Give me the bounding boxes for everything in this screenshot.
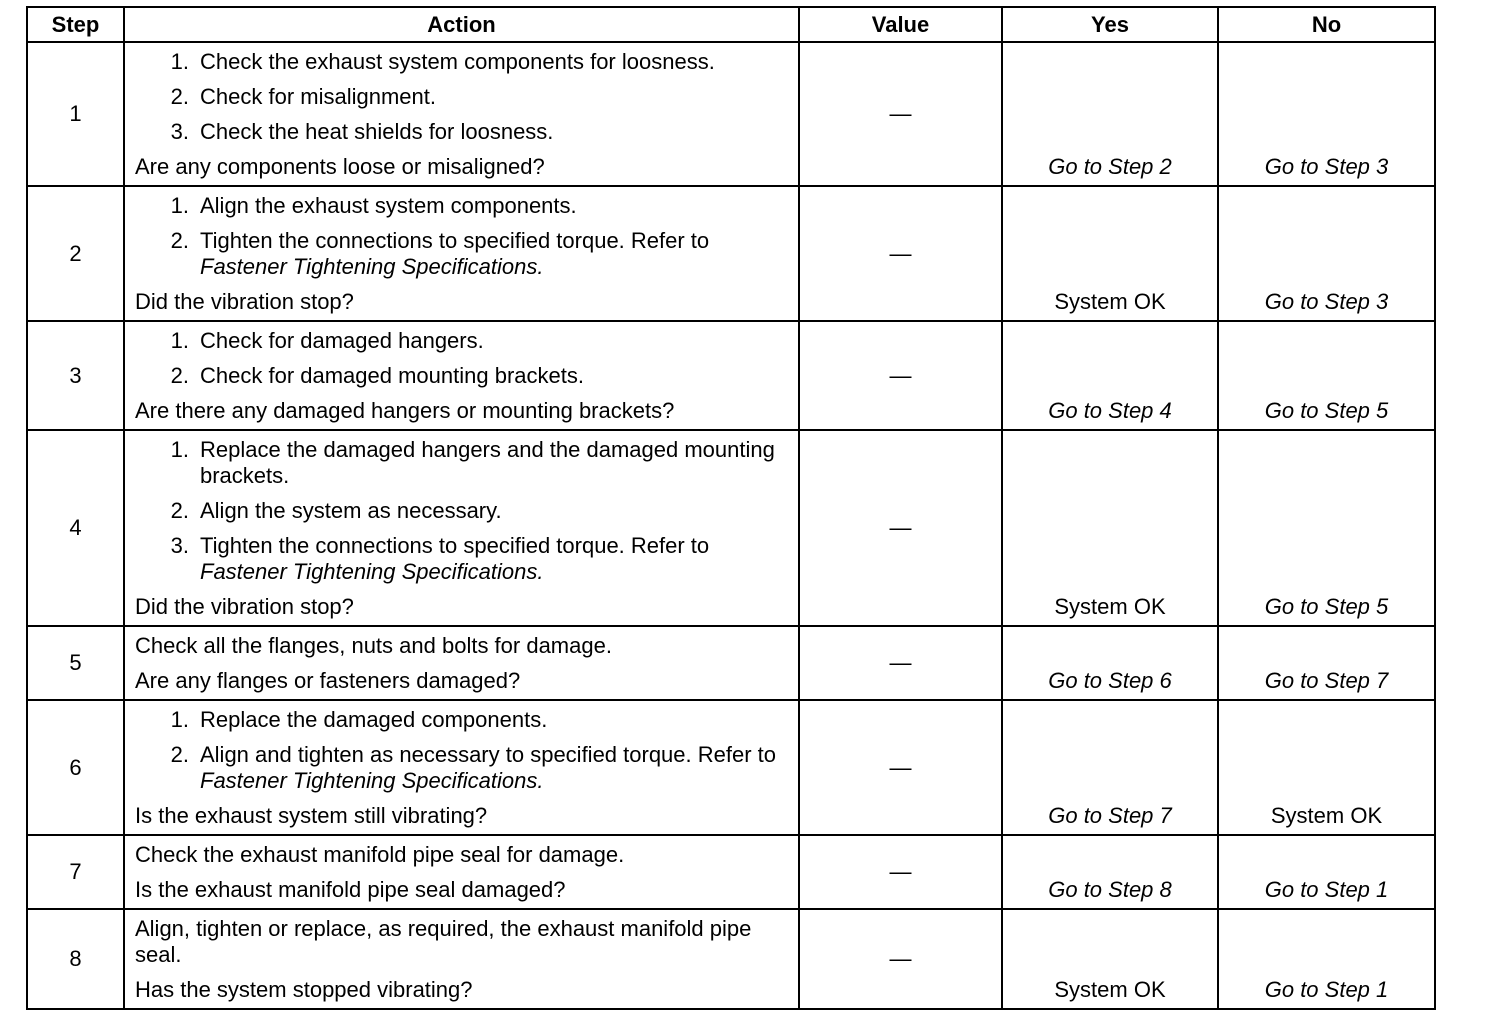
action-cell (124, 626, 799, 700)
action-item-text-wrap (200, 119, 788, 145)
no-result: Go to Step 5 (1218, 430, 1435, 626)
no-result: Go to Step 5 (1218, 321, 1435, 430)
table-row (27, 626, 1435, 700)
action-item-text: Align the system as necessary. (200, 498, 502, 523)
no-result: Go to Step 7 (1218, 626, 1435, 700)
action-text: Align, tighten or replace, as required, the exhaust manifold pipe seal. (135, 916, 752, 967)
action-question: Is the exhaust system still vibrating? (135, 803, 488, 828)
table-row (27, 835, 1435, 909)
action-item-text-wrap (200, 363, 788, 389)
action-cell (124, 700, 799, 835)
action-item (135, 49, 788, 75)
action-item-text-wrap (200, 533, 788, 585)
action-item (135, 328, 788, 354)
value-cell: — (799, 835, 1002, 909)
action-item-text: Replace the damaged components. (200, 707, 548, 732)
action-item-number: 1. (170, 49, 189, 74)
no-result: Go to Step 3 (1218, 42, 1435, 186)
action-item-number: 2. (170, 363, 189, 388)
action-item-text: Check for misalignment. (200, 84, 436, 109)
table-body (27, 42, 1435, 1009)
action-item (135, 498, 788, 524)
action-question: Are any flanges or fasteners damaged? (135, 668, 521, 693)
value-cell: — (799, 626, 1002, 700)
yes-result: System OK (1002, 186, 1218, 321)
action-cell (124, 186, 799, 321)
table-row (27, 321, 1435, 430)
table-row (27, 700, 1435, 835)
step-number: 1 (27, 42, 124, 186)
step-number: 4 (27, 430, 124, 626)
action-item-text-wrap (200, 193, 788, 219)
action-item (135, 707, 788, 733)
value-cell: — (799, 909, 1002, 1009)
action-item-text: Replace the damaged hangers and the damaged mounting brackets. (200, 437, 775, 488)
value-cell: — (799, 321, 1002, 430)
step-number: 5 (27, 626, 124, 700)
action-item-text: Tighten the connections to specified torque. Refer to (200, 228, 710, 253)
yes-result: Go to Step 8 (1002, 835, 1218, 909)
action-item-text-wrap (200, 49, 788, 75)
action-cell (124, 835, 799, 909)
action-item-text: Tighten the connections to specified torque. Refer to (200, 533, 710, 558)
action-question: Are any components loose or misaligned? (135, 154, 545, 179)
action-item-number: 1. (170, 707, 189, 732)
action-text: Check the exhaust manifold pipe seal for damage. (135, 842, 625, 867)
value-cell: — (799, 42, 1002, 186)
header-yes: Yes (1002, 7, 1218, 42)
action-item-number: 2. (170, 228, 189, 253)
action-cell (124, 909, 799, 1009)
action-item (135, 533, 788, 585)
yes-result: System OK (1002, 909, 1218, 1009)
action-item (135, 742, 788, 794)
header-value: Value (799, 7, 1002, 42)
yes-result: Go to Step 7 (1002, 700, 1218, 835)
value-cell: — (799, 430, 1002, 626)
action-question: Did the vibration stop? (135, 289, 354, 314)
action-item-text: Check the heat shields for loosness. (200, 119, 554, 144)
action-item-number: 3. (170, 119, 189, 144)
action-item (135, 437, 788, 489)
step-number: 6 (27, 700, 124, 835)
action-item-number: 3. (170, 533, 189, 558)
no-result: Go to Step 3 (1218, 186, 1435, 321)
action-cell (124, 42, 799, 186)
action-item-text-wrap (200, 328, 788, 354)
no-result: System OK (1218, 700, 1435, 835)
action-item-text: Check the exhaust system components for loosness. (200, 49, 715, 74)
table-row (27, 42, 1435, 186)
step-number: 2 (27, 186, 124, 321)
header-action: Action (124, 7, 799, 42)
spec-reference: Fastener Tightening Specifications. (200, 254, 544, 279)
header-step: Step (27, 7, 124, 42)
action-item-text-wrap (200, 742, 788, 794)
action-question: Did the vibration stop? (135, 594, 354, 619)
yes-result: System OK (1002, 430, 1218, 626)
yes-result: Go to Step 2 (1002, 42, 1218, 186)
action-item (135, 228, 788, 280)
step-number: 8 (27, 909, 124, 1009)
action-item-text: Align and tighten as necessary to specified torque. Refer to (200, 742, 777, 767)
action-item-text-wrap (200, 228, 788, 280)
header-row (27, 7, 1435, 42)
value-cell: — (799, 700, 1002, 835)
action-cell (124, 321, 799, 430)
action-cell (124, 430, 799, 626)
action-item (135, 119, 788, 145)
action-item-number: 2. (170, 742, 189, 767)
no-result: Go to Step 1 (1218, 835, 1435, 909)
action-item-number: 1. (170, 193, 189, 218)
header-no: No (1218, 7, 1435, 42)
action-item-text-wrap (200, 707, 788, 733)
action-item-text-wrap (200, 84, 788, 110)
diagnostic-table (26, 6, 1436, 1010)
action-item-number: 2. (170, 498, 189, 523)
action-item (135, 363, 788, 389)
yes-result: Go to Step 4 (1002, 321, 1218, 430)
action-text: Check all the flanges, nuts and bolts for damage. (135, 633, 612, 658)
action-question: Is the exhaust manifold pipe seal damaged? (135, 877, 566, 902)
action-item-number: 1. (170, 328, 189, 353)
table-row (27, 430, 1435, 626)
action-item-text: Align the exhaust system components. (200, 193, 577, 218)
action-item-text: Check for damaged mounting brackets. (200, 363, 584, 388)
action-item (135, 193, 788, 219)
action-item-number: 2. (170, 84, 189, 109)
table-row (27, 909, 1435, 1009)
action-item-text-wrap (200, 437, 788, 489)
spec-reference: Fastener Tightening Specifications. (200, 768, 544, 793)
action-question: Are there any damaged hangers or mounting brackets? (135, 398, 675, 423)
step-number: 3 (27, 321, 124, 430)
table-row (27, 186, 1435, 321)
spec-reference: Fastener Tightening Specifications. (200, 559, 544, 584)
value-cell: — (799, 186, 1002, 321)
action-question: Has the system stopped vibrating? (135, 977, 473, 1002)
action-item-text: Check for damaged hangers. (200, 328, 484, 353)
no-result: Go to Step 1 (1218, 909, 1435, 1009)
action-item (135, 84, 788, 110)
action-item-number: 1. (170, 437, 189, 462)
yes-result: Go to Step 6 (1002, 626, 1218, 700)
step-number: 7 (27, 835, 124, 909)
action-item-text-wrap (200, 498, 788, 524)
